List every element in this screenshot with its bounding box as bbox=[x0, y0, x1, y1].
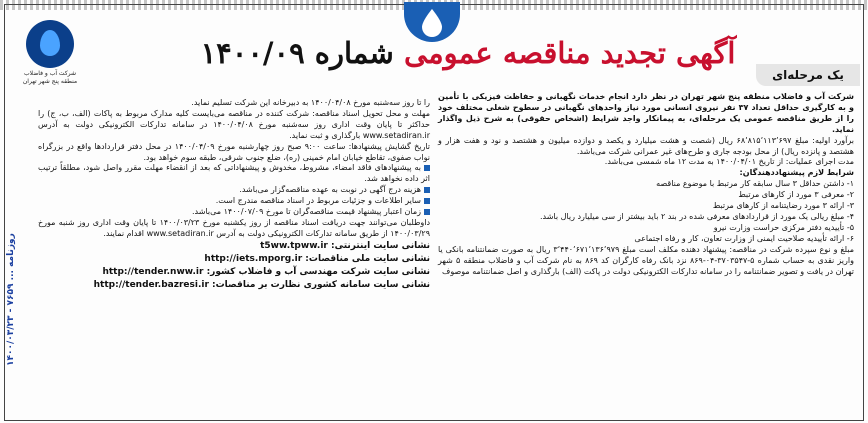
intro-paragraph: شرکت آب و فاضلاب منطقه پنج شهر تهران در نظر دارد انجام خدمات نگهبانی و حفاظت فیزیکی با تأمین و به کارگیری حداقل تعداد ۳۷ نفر نیروی انسانی مورد نیاز واحدهای نگهبانی در سطوح شغلی مختلف خود را از طریق مناقصه عمومی یک مرحله‌ای، به پیمانکار واجد شرایط (اشخاص حقوقی) به شرح ذیل واگذار نماید. bbox=[438, 92, 854, 134]
ad-title-text: آگهی تجدید مناقصه عمومی bbox=[403, 36, 736, 70]
ad-title-number: شماره ۱۴۰۰/۰۹ bbox=[200, 36, 394, 70]
website-link[interactable]: http://tender.nww.ir bbox=[102, 266, 204, 277]
website-link[interactable]: http://iets.mporg.ir bbox=[204, 253, 303, 264]
bullet-icon bbox=[424, 187, 430, 193]
note-text: به پیشنهادهای فاقد امضاء، مشروط، مخدوش و پیشنهاداتی که بعد از انقضاء مهلت مقرر واصل شود، مطلقاً ترتیب اثر داده نخواهد شد. bbox=[38, 163, 430, 184]
execution-period: مدت اجرای عملیات: از تاریخ ۱۴۰۰/۰۴/۰۱ به مدت ۱۲ ماه شمسی می‌باشد. bbox=[604, 157, 854, 167]
website-row bbox=[38, 266, 430, 279]
company-logo-caption: شرکت آب و فاضلاب منطقه پنج شهر تهران bbox=[22, 70, 78, 85]
bullet-icon bbox=[424, 198, 430, 204]
website-list bbox=[38, 240, 430, 292]
note-item bbox=[38, 163, 430, 185]
documents-pickup: داوطلبان می‌توانند جهت دریافت اسناد مناقصه از روز یکشنبه مورخ ۱۴۰۰/۰۳/۲۳ تا پایان وقت اداری روز شنبه مورخ ۱۴۰۰/۰۳/۲۹ از طریق سامانه تدارکات الکترونیکی دولت به آدرس www.setadiran.ir اقدام نمایند. bbox=[38, 217, 431, 238]
left-column bbox=[38, 98, 430, 292]
note-text: سایر اطلاعات و جزئیات مربوط در اسناد مناقصه مندرج است. bbox=[215, 196, 421, 206]
website-link[interactable]: http://tender.bazresi.ir bbox=[93, 279, 209, 290]
stage-tag: یک مرحله‌ای bbox=[756, 64, 860, 86]
company-logo-icon bbox=[26, 20, 74, 68]
note-text: هزینه درج آگهی در نوبت به عهده مناقصه‌گزار می‌باشد. bbox=[239, 185, 421, 195]
deposit-deadline: را تا روز سه‌شنبه مورخ ۱۴۰۰/۰۴/۰۸ به دبیرخانه این شرکت تسلیم نماید. bbox=[191, 98, 430, 107]
website-label: نشانی سایت اینترنتی: bbox=[331, 240, 430, 251]
right-column bbox=[438, 92, 854, 277]
note-item bbox=[38, 196, 430, 207]
requirement-item: ۲- معرفی ۳ مورد از کارهای مرتبط bbox=[738, 190, 854, 200]
website-row bbox=[38, 240, 430, 253]
note-text: زمان اعتبار پیشنهاد قیمت مناقصه‌گران تا مورخ ۱۴۰۰/۰۷/۰۹ می‌باشد. bbox=[192, 207, 421, 217]
ad-title bbox=[188, 36, 748, 70]
website-link[interactable]: t5ww.tpww.ir bbox=[260, 240, 328, 251]
website-label: نشانی سایت شرکت مهندسی آب و فاضلاب کشور: bbox=[206, 266, 430, 277]
requirements-heading: شرایط لازم پیشنهاددهندگان: bbox=[739, 168, 854, 178]
requirement-item: ۵- تأییدیه دفتر مرکزی حراست وزارت نیرو bbox=[713, 222, 854, 232]
deposit-paragraph: مبلغ و نوع سپرده شرکت در مناقصه: پیشنهاد دهنده مکلف است مبلغ ۳٬۴۴۰٬۶۷۱٬۱۳۶٬۹۷۹ ریال به صورت ضمانتنامه بانکی یا واریز نقدی به حساب شماره ۵-۳۷۰۳۵۴۷-۰۴-۸۶۹ نزد بانک رفاه کارگران کد ۸۶۹ به نام شرکت آب و فاضلاب منطقه ۵ شهر تهران در یافت و تصویر ضمانتنامه را در سامانه تدارکات الکترونیکی دولت در پاکت (الف) بارگذاری و اصل ضمانتنامه موصوف bbox=[438, 244, 854, 276]
note-item bbox=[38, 185, 430, 196]
bullet-icon bbox=[424, 165, 430, 171]
initial-estimate: برآورد اولیه: مبلغ ۶۸٬۸۱۵٬۱۱۳٬۶۹۷ ریال (شصت و هشت میلیارد و یکصد و دوازده میلیون و هشتصد و نود و هفت هزار و هشتصد و پانزده ریال) از محل بودجه جاری و طرح‌های غیر عمرانی شرکت می‌باشد. bbox=[438, 135, 855, 156]
website-label: نشانی سایت سامانه کشوری نظارت بر مناقصات: bbox=[212, 279, 430, 290]
website-row bbox=[38, 279, 430, 292]
bullet-icon bbox=[424, 209, 430, 215]
submission-deadline: مهلت و محل تحویل اسناد مناقصه: شرکت کننده در مناقصه می‌بایست کلیه مدارک مربوط به پاکات (الف، ب، ج) را حداکثر تا پایان وقت اداری روز سه‌شنبه مورخ ۱۴۰۰/۰۴/۰۸ در سامانه تدارکات الکترونیکی دولت به آدرس www.setadiran.ir بارگذاری و ثبت نماید. bbox=[38, 108, 430, 140]
requirement-item: ۶- ارائه تأییدیه صلاحیت ایمنی از وزارت تعاون، کار و رفاه اجتماعی bbox=[634, 233, 854, 243]
company-logo bbox=[18, 20, 82, 90]
website-label: نشانی سایت ملی مناقصات: bbox=[305, 253, 430, 264]
publication-strip: روزنامه ... ۷۶۵۹ - ۱۴۰۰/۰۳/۲۳ bbox=[6, 233, 16, 367]
requirement-item: ۱- داشتن حداقل ۳ سال سابقه کار مرتبط با موضوع مناقصه bbox=[656, 179, 854, 189]
water-drop-icon bbox=[419, 7, 445, 37]
website-row bbox=[38, 253, 430, 266]
note-item bbox=[38, 207, 430, 218]
opening-date: تاریخ گشایش پیشنهادها: ساعت ۹:۰۰ صبح روز چهارشنبه مورخ ۱۴۰۰/۰۴/۰۹ در محل دفتر قراردادها واقع در بزرگراه نواب صفوی، تقاطع خیابان امام خمینی (ره)، ضلع جنوب شرقی، طبقه سوم خواهد بود. bbox=[38, 141, 430, 162]
requirement-item: ۳- ارائه ۳ مورد رضایتنامه از کارهای مرتبط bbox=[712, 201, 854, 211]
requirement-item: ۴- مبلغ ریالی یک مورد از قراردادهای معرفی شده در بند ۲ باید بیشتر از سی میلیارد ریال باشد. bbox=[539, 211, 854, 221]
